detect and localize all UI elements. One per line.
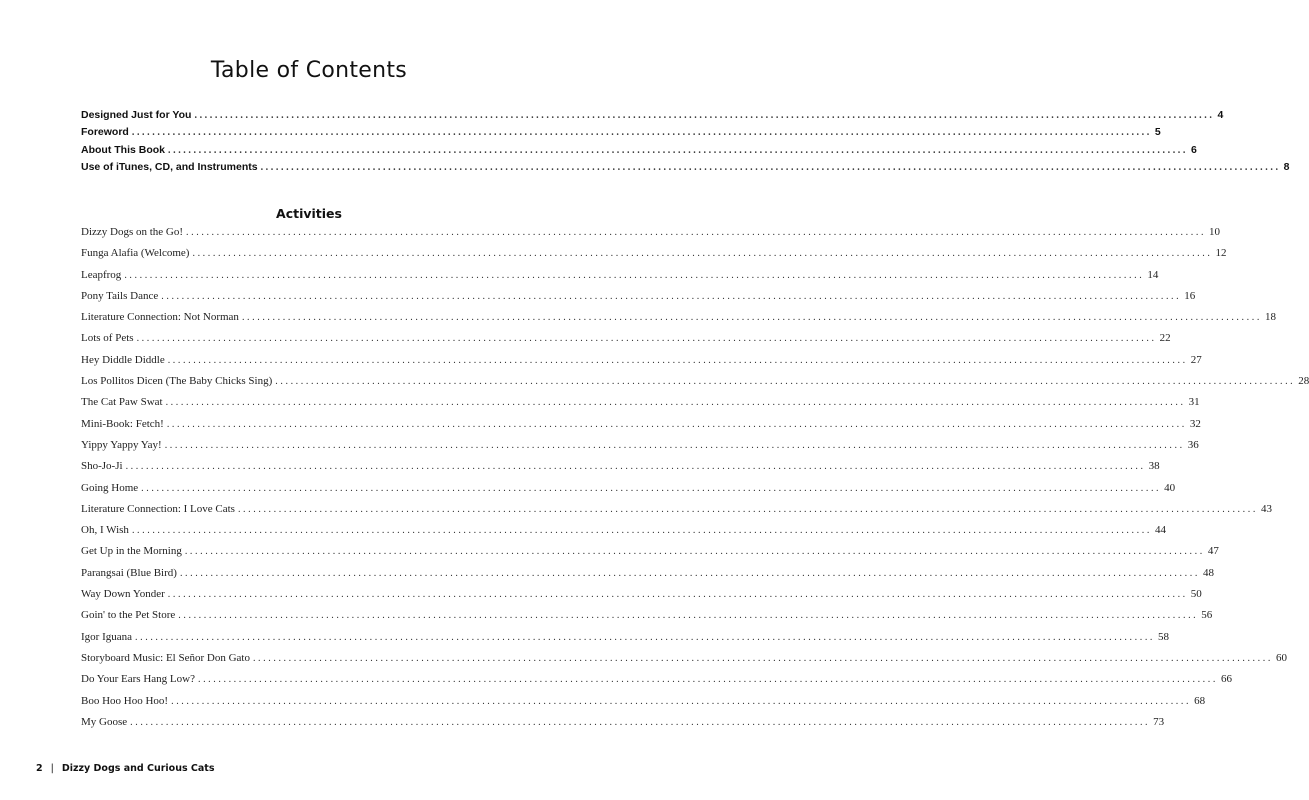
toc-entry-title: Oh, I Wish (81, 524, 129, 537)
toc-entry (81, 651, 1287, 673)
toc-entry-title: My Goose (81, 715, 128, 728)
toc-entry-page: 8 (1283, 160, 1290, 173)
toc-entry-title: Leapfrog (81, 268, 122, 281)
dot-leader: ........................................................................................................................................................................................................ (275, 376, 1296, 388)
dot-leader: ........................................................................................................................................................................................................ (167, 589, 1188, 601)
toc-entry-title: Parangsai (Blue Bird) (81, 566, 177, 579)
dot-leader: ........................................................................................................................................................................................................ (124, 269, 1145, 281)
toc-entry (81, 109, 1224, 126)
activities-list (81, 226, 1309, 737)
toc-entry-title: Los Pollitos Dicen (The Baby Chicks Sing) (81, 375, 273, 388)
dot-leader: ........................................................................................................................................................................................................ (237, 503, 1258, 515)
toc-entry-title: Mini-Book: Fetch! (81, 417, 164, 430)
toc-entry (81, 609, 1213, 630)
toc-entry (81, 524, 1166, 545)
dot-leader: ........................................................................................................................................................................................................ (186, 227, 1207, 238)
dot-leader: ........................................................................................................................................................................................................ (260, 161, 1281, 173)
toc-entry-page: 14 (1147, 268, 1159, 281)
dot-leader: ........................................................................................................................................................................................................ (131, 525, 1152, 537)
toc-entry-title: Funga Alafia (Welcome) (81, 247, 190, 260)
toc-entry-title: Way Down Yonder (81, 588, 165, 601)
dot-leader: ........................................................................................................................................................................................................ (252, 652, 1273, 664)
dot-leader: ........................................................................................................................................................................................................ (192, 248, 1213, 260)
dot-leader: ........................................................................................................................................................................................................ (130, 716, 1151, 728)
toc-entry-page: 66 (1220, 673, 1232, 686)
toc-entry-title: Pony Tails Dance (81, 289, 159, 302)
footer-book-title: Dizzy Dogs and Curious Cats (61, 763, 215, 774)
toc-entry-page: 68 (1194, 694, 1206, 707)
toc-entry-title: Boo Hoo Hoo Hoo! (81, 694, 169, 707)
toc-entry-page: 16 (1184, 289, 1196, 302)
toc-entry-title: Hey Diddle Diddle (81, 353, 165, 366)
dot-leader: ........................................................................................................................................................................................................ (166, 418, 1187, 430)
toc-entry-page: 43 (1260, 502, 1272, 515)
toc-entry (81, 247, 1227, 268)
toc-entry-page: 5 (1154, 126, 1161, 139)
toc-entry (81, 311, 1276, 332)
page-title: Table of Contents (210, 58, 408, 83)
toc-entry-page: 73 (1153, 715, 1165, 728)
toc-entry-page: 4 (1217, 109, 1224, 121)
dot-leader: ........................................................................................................................................................................................................ (125, 461, 1146, 473)
toc-entry (81, 353, 1202, 375)
toc-entry-page: 36 (1187, 438, 1199, 451)
dot-leader: ........................................................................................................................................................................................................ (136, 333, 1157, 345)
toc-entry (81, 630, 1170, 652)
dot-leader: ........................................................................................................................................................................................................ (171, 695, 1192, 707)
toc-entry (81, 715, 1165, 737)
toc-entry-title: The Cat Paw Swat (81, 396, 163, 409)
front-matter-list (81, 109, 1290, 178)
toc-entry-page: 47 (1207, 545, 1219, 558)
dot-leader: ........................................................................................................................................................................................................ (161, 290, 1182, 302)
dot-leader: ........................................................................................................................................................................................................ (164, 439, 1185, 451)
toc-entry-page: 27 (1190, 353, 1202, 366)
toc-entry (81, 375, 1309, 396)
toc-entry (81, 502, 1272, 524)
toc-entry-page: 6 (1191, 143, 1197, 156)
dot-leader: ........................................................................................................................................................................................................ (184, 546, 1205, 558)
toc-entry (81, 126, 1161, 143)
toc-entry (81, 332, 1171, 353)
toc-entry-page: 32 (1189, 417, 1201, 430)
toc-entry-title: Lots of Pets (81, 332, 134, 345)
toc-entry (81, 566, 1214, 588)
dot-leader: ........................................................................................................................................................................................................ (141, 482, 1162, 494)
toc-entry-title: About This Book (81, 143, 165, 156)
page-footer (36, 763, 215, 774)
toc-entry-title: Get Up in the Morning (81, 545, 182, 558)
toc-entry-page: 58 (1158, 630, 1170, 643)
toc-entry-page: 31 (1188, 396, 1200, 409)
dot-leader: ........................................................................................................................................................................................................ (167, 354, 1188, 366)
dot-leader: ........................................................................................................................................................................................................ (194, 110, 1215, 121)
toc-entry-title: Literature Connection: I Love Cats (81, 502, 235, 515)
toc-entry-title: Storyboard Music: El Señor Don Gato (81, 651, 250, 664)
toc-entry (81, 160, 1290, 178)
toc-entry-title: Literature Connection: Not Norman (81, 311, 239, 324)
toc-entry-page: 38 (1148, 460, 1160, 473)
toc-entry-page: 18 (1264, 311, 1276, 324)
toc-entry-title: Going Home (81, 481, 139, 494)
toc-entry-page: 60 (1275, 651, 1287, 664)
section-heading: Activities (276, 206, 342, 221)
toc-entry (81, 588, 1202, 609)
toc-entry (81, 226, 1221, 247)
toc-entry-page: 22 (1159, 332, 1171, 345)
toc-entry (81, 545, 1219, 566)
toc-entry (81, 396, 1200, 417)
footer-page-number: 2 (36, 763, 43, 774)
toc-entry-title: Yippy Yappy Yay! (81, 438, 162, 451)
dot-leader: ........................................................................................................................................................................................................ (178, 610, 1199, 622)
toc-entry-page: 56 (1201, 609, 1213, 622)
toc-entry (81, 673, 1232, 694)
toc-entry-page: 28 (1298, 375, 1309, 388)
toc-entry-title: Use of iTunes, CD, and Instruments (81, 160, 258, 173)
toc-entry (81, 481, 1176, 503)
toc-entry-title: Do Your Ears Hang Low? (81, 673, 195, 686)
toc-entry-page: 50 (1190, 588, 1202, 601)
toc-entry-title: Sho-Jo-Ji (81, 460, 123, 473)
toc-entry-title: Igor Iguana (81, 630, 133, 643)
toc-entry-page: 44 (1154, 524, 1166, 537)
dot-leader: ........................................................................................................................................................................................................ (131, 127, 1152, 139)
toc-entry (81, 268, 1159, 290)
toc-entry (81, 460, 1160, 481)
toc-entry-title: Foreword (81, 126, 129, 139)
dot-leader: ........................................................................................................................................................................................................ (197, 674, 1218, 686)
toc-entry-page: 12 (1215, 247, 1227, 260)
dot-leader: ........................................................................................................................................................................................................ (168, 144, 1188, 156)
toc-entry-title: Designed Just for You (81, 109, 192, 121)
toc-entry (81, 143, 1197, 161)
dot-leader: ........................................................................................................................................................................................................ (165, 397, 1186, 409)
toc-entry-title: Dizzy Dogs on the Go! (81, 226, 184, 238)
toc-entry (81, 438, 1199, 460)
toc-entry-page: 40 (1164, 481, 1176, 494)
dot-leader: ........................................................................................................................................................................................................ (241, 312, 1262, 324)
toc-entry-page: 10 (1209, 226, 1221, 238)
toc-entry (81, 694, 1206, 716)
dot-leader: ........................................................................................................................................................................................................ (135, 631, 1156, 643)
dot-leader: ........................................................................................................................................................................................................ (179, 567, 1200, 579)
toc-entry (81, 417, 1201, 439)
toc-entry-page: 48 (1202, 566, 1214, 579)
toc-entry (81, 289, 1196, 311)
toc-entry-title: Goin' to the Pet Store (81, 609, 176, 622)
footer-separator: | (50, 763, 54, 774)
